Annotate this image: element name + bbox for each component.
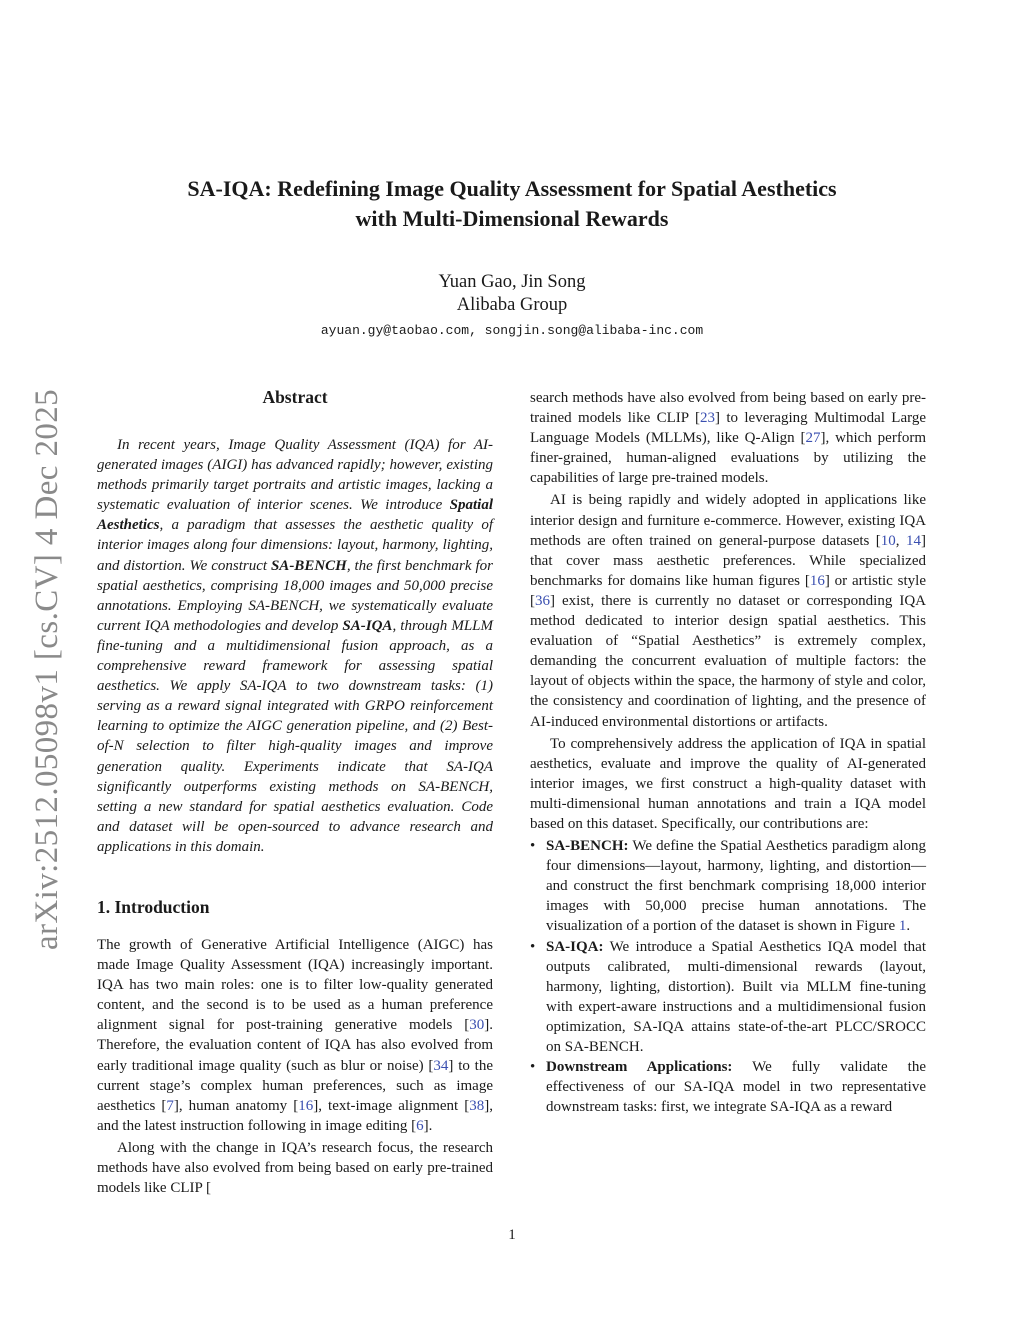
citation-link[interactable]: 30 (469, 1017, 485, 1034)
introduction-paragraph-2: Along with the change in IQA’s research focus, the research methods have also evolved from being based on early pre-trained models like CLIP [ (97, 1139, 493, 1197)
bullet-marker: • (530, 1059, 536, 1076)
introduction-paragraph-1: The growth of Generative Artificial Intelligence (AIGC) has made Image Quality Assessment (IQA) increasingly important. IQA has two main roles: one is to filter low-quality generated content, and the second is to be used as a human preference alignment signal for post-training generative models [30]. Therefore, the evaluation content of IQA has also evolved from early traditional image quality (such as blur or noise) [34] to the current stage’s complex human preferences, such as image aesthetics [7], human anatomy [16], text-image alignment [38], and the latest instruction following in image editing [6]. (97, 936, 493, 1134)
introduction-heading: 1. Introduction (97, 896, 210, 917)
citation-link[interactable]: 34 (433, 1057, 449, 1074)
abstract-heading: Abstract (262, 387, 328, 407)
citation-link[interactable]: 7 (166, 1097, 174, 1114)
paper-title-line-2: with Multi-Dimensional Rewards (355, 206, 669, 231)
abstract-term-spatial-aesthetics: Spatial Aesthetics (97, 497, 493, 534)
bullet-marker: • (530, 838, 536, 855)
contribution-label: SA-BENCH: (546, 838, 629, 855)
introduction-paragraph-2-continued: search methods have also evolved from being based on early pre-trained models like CLIP [23] to leveraging Multimodal Large Language Models (MLLMs), like Q-Align [27], which perform finer-grained, human-aligned evaluations by utilizing the capabilities of large pre-trained models. (530, 390, 926, 487)
page-number: 1 (508, 1227, 516, 1243)
citation-link[interactable]: 10 (880, 532, 896, 549)
citation-link[interactable]: 23 (699, 410, 715, 427)
contributions-list (530, 836, 926, 1117)
citation-link[interactable]: 38 (469, 1097, 485, 1114)
contribution-label: Downstream Applications: (546, 1059, 733, 1076)
contribution-label: SA-IQA: (546, 938, 604, 955)
paper-title-line-1: SA-IQA: Redefining Image Quality Assessment for Spatial Aesthetics (187, 176, 837, 201)
left-column (97, 385, 494, 1197)
author-block (100, 271, 924, 317)
author-affiliation: Alibaba Group (456, 295, 568, 315)
citation-link[interactable]: 16 (809, 572, 825, 589)
figure-reference-link[interactable]: 1 (898, 918, 907, 935)
citation-link[interactable]: 27 (805, 430, 821, 447)
p2-continuation-text: search methods have also evolved from being based on early pre-trained models like CLIP [ (530, 390, 926, 427)
contribution-item-sa-iqa: • SA-IQA: We introduce a Spatial Aesthetics IQA model that outputs calibrated, multi-dimensional rewards (layout, harmony, lighting, distortion). Built via MLLM fine-tuning with expert-aware instructions and a multidimensional fusion optimization, SA-IQA attains state-of-the-art PLCC/SROCC on SA-BENCH. (530, 938, 926, 1055)
arxiv-identifier-stamp: arXiv:2512.05098v1 [cs.CV] 4 Dec 2025 (29, 388, 65, 950)
author-names: Yuan Gao, Jin Song (438, 272, 586, 292)
citation-link[interactable]: 14 (906, 532, 921, 549)
citation-link[interactable]: 16 (298, 1097, 314, 1114)
abstract-term-sa-bench: SA-BENCH (270, 557, 347, 574)
citation-link[interactable]: 6 (416, 1117, 424, 1134)
paper-title (100, 174, 924, 234)
contribution-item-downstream: • Downstream Applications: We fully validate the effectiveness of our SA-IQA model in two representative downstream tasks: first, we integrate SA-IQA as a reward (530, 1059, 926, 1116)
introduction-paragraph-4: To comprehensively address the application of IQA in spatial aesthetics, evaluate and improve the quality of AI-generated interior images, we first construct a high-quality dataset with multi-dimensional human annotations and train a IQA model based on this dataset. Specifically, our contributions are: (530, 735, 926, 832)
introduction-paragraph-3: AI is being rapidly and widely adopted in applications like interior design and furniture e-commerce. However, existing IQA methods are often trained on general-purpose datasets [10, 14] that cover mass aesthetic preferences. While specialized benchmarks for domains like human figures [16] or artistic style [36] exist, there is currently no dataset or corresponding IQA method dedicated to interior design spatial aesthetics. This evaluation of “Spatial Aesthetics” is extremely complex, demanding the concurrent evaluation of multiple factors: the layout of objects within the space, the harmony of style and color, the consistency and coordination of lighting, and the presence of AI-induced environmental distortions or artifacts. (530, 492, 926, 730)
right-column (530, 388, 926, 1117)
bullet-marker: • (530, 938, 536, 955)
abstract-body: In recent years, Image Quality Assessment (IQA) for AI-generated images (AIGI) has advanced rapidly; however, existing methods primarily target portraits and artistic images, lacking a systematic evaluation of interior scenes. We introduce Spatial Aesthetics, a paradigm that assesses the aesthetic quality of interior images along four dimensions: layout, harmony, lighting, and distortion. We construct SA-BENCH, the first benchmark for spatial aesthetics, comprising 18,000 images and 50,000 precise annotations. Employing SA-BENCH, we systematically evaluate current IQA methodologies and develop SA-IQA, through MLLM fine-tuning and a multidimensional fusion approach, as a comprehensive reward framework for assessing spatial aesthetics. We apply SA-IQA to two downstream tasks: (1) serving as a reward signal integrated with GRPO reinforcement learning to optimize the AIGC generation pipeline, and (2) Best-of-N selection to filter high-quality images and improve generation quality. Experiments indicate that SA-IQA significantly outperforms existing methods on SA-BENCH, setting a new standard for spatial aesthetics evaluation. Code and dataset will be open-sourced to advance research and applications in this domain. (97, 437, 494, 855)
abstract-term-sa-iqa: SA-IQA (342, 617, 393, 634)
contribution-item-sa-bench: • SA-BENCH: We define the Spatial Aesthetics paradigm along four dimensions—layout, harmony, lighting, and distortion—and construct the first benchmark comprising 18,000 interior images with 50,000 precise human annotations. The visualization of a portion of the dataset is shown in Figure 1. (530, 838, 926, 935)
citation-link[interactable]: 36 (535, 592, 550, 609)
author-emails: ayuan.gy@taobao.com, songjin.song@alibaba-inc.com (320, 323, 704, 338)
